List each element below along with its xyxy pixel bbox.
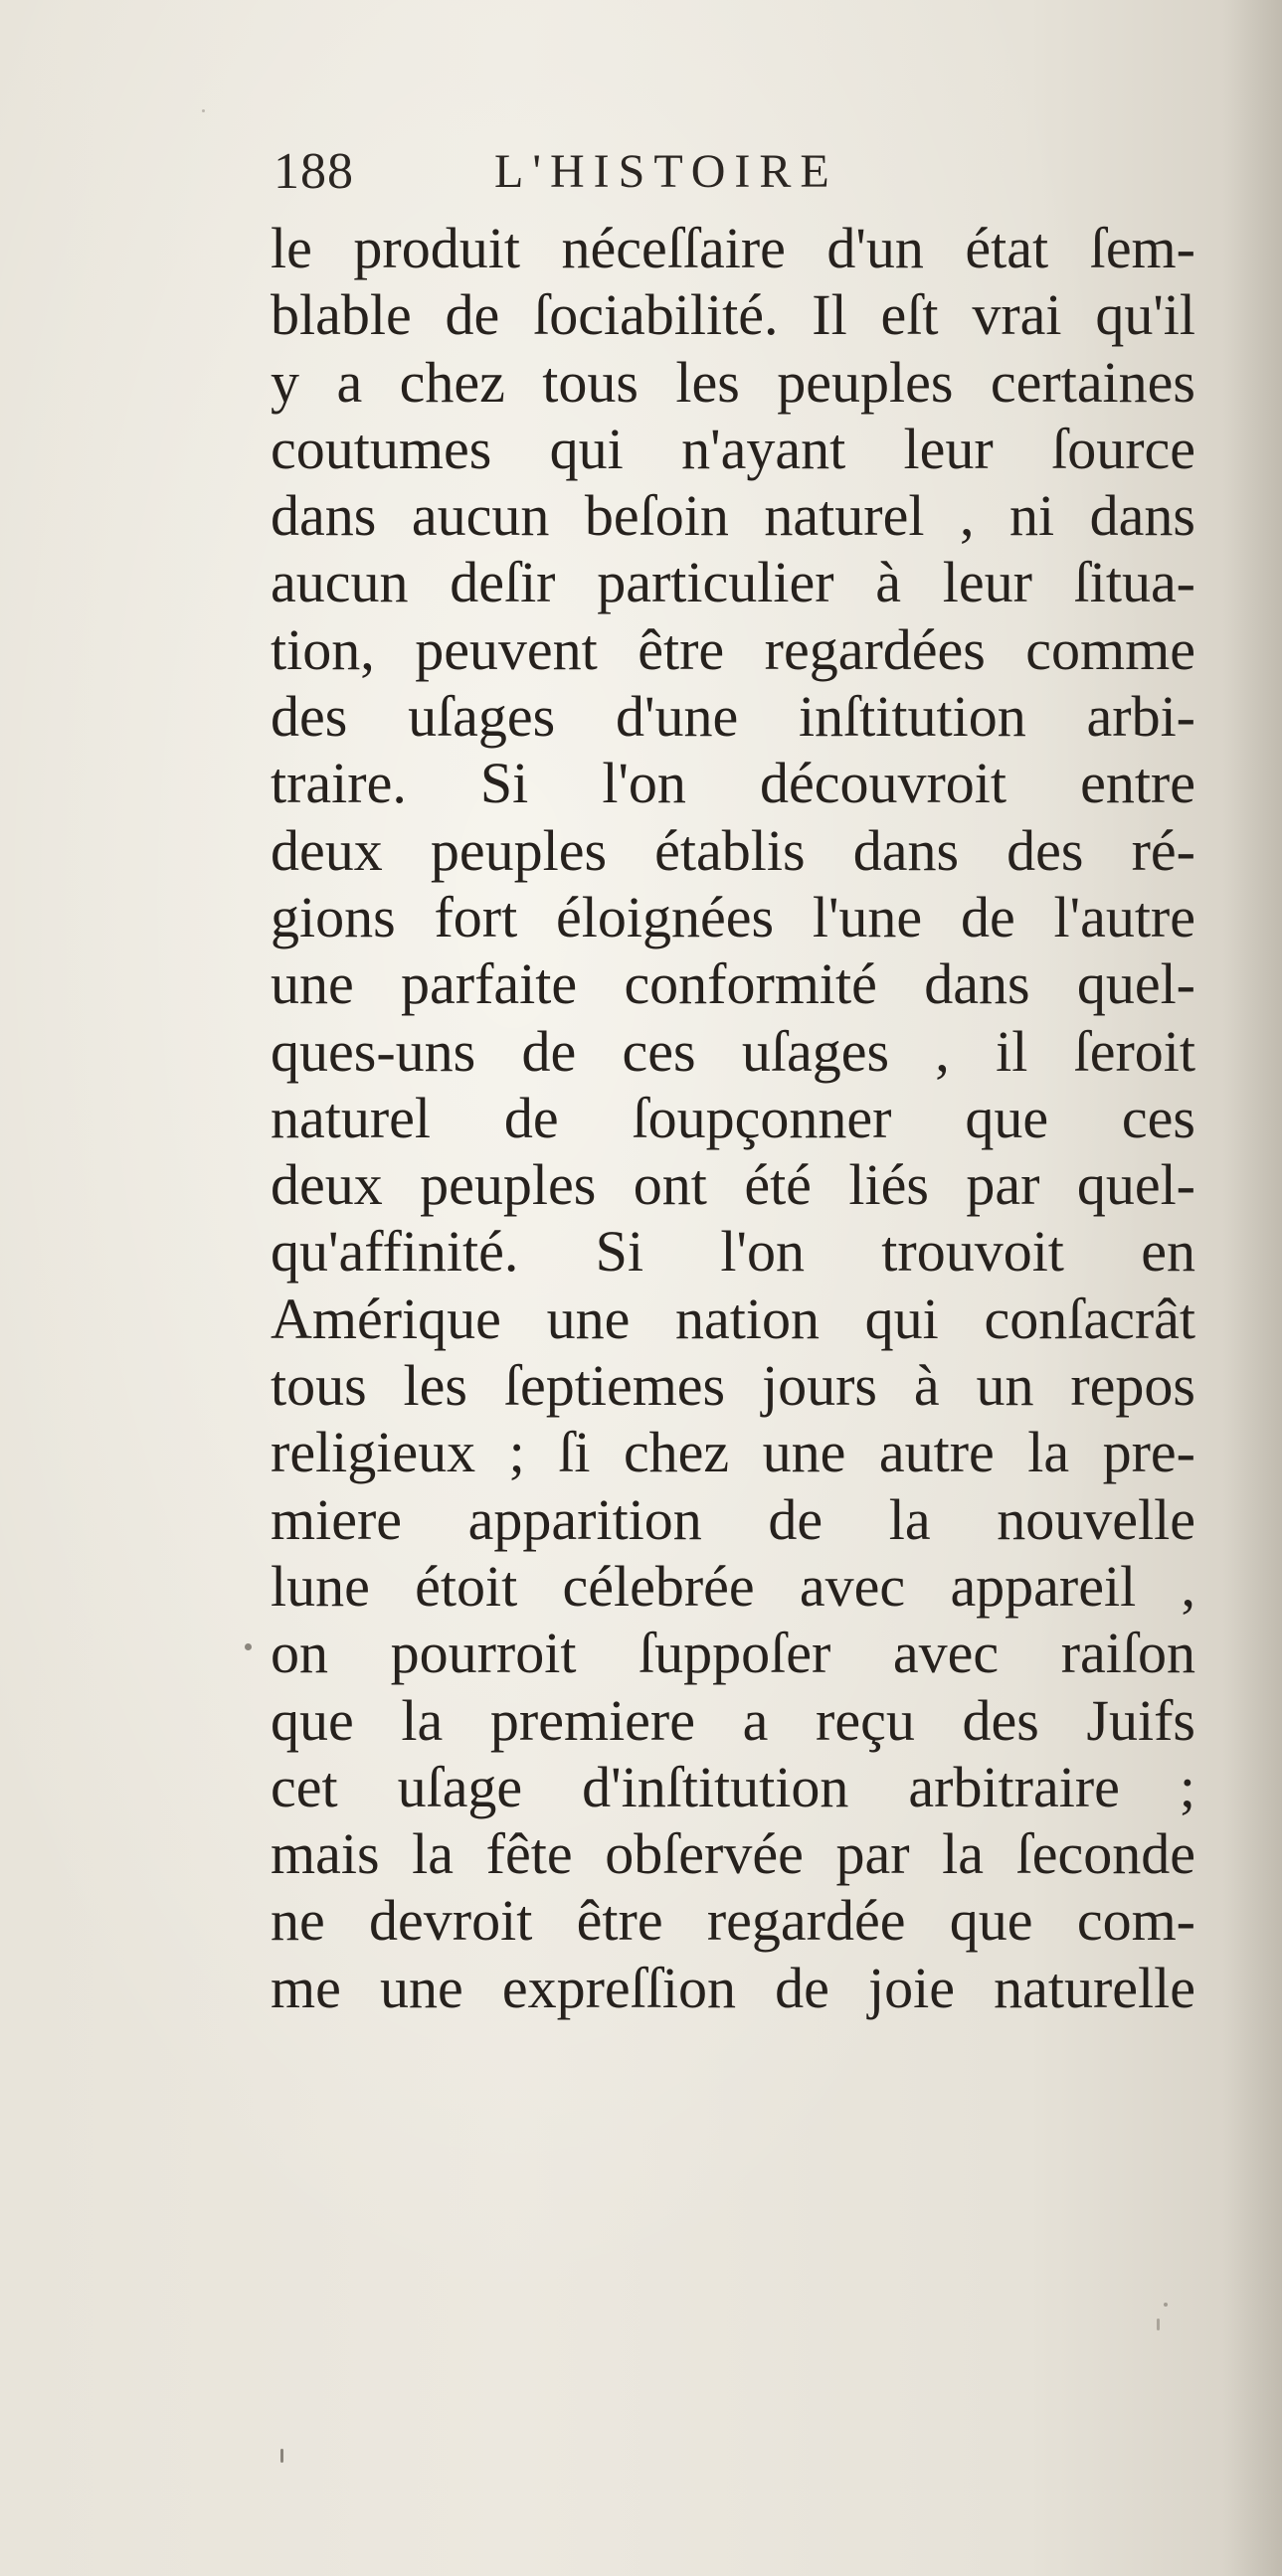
text-line: me une expreſſion de joie naturelle — [271, 1955, 1195, 2020]
text-line: religieux ; ſi chez une autre la pre- — [271, 1420, 1195, 1485]
text-line: des uſages d'une inſtitution arbi- — [271, 684, 1195, 750]
text-line: on pourroit ſuppoſer avec raiſon — [271, 1621, 1195, 1686]
text-line: une parfaite conformité dans quel- — [271, 951, 1195, 1017]
text-line: aucun deſir particulier à leur ſitua- — [271, 550, 1195, 615]
text-line: qu'affinité. Si l'on trouvoit en — [271, 1219, 1195, 1285]
running-title: L'HISTOIRE — [494, 145, 838, 198]
text-line: naturel de ſoupçonner que ces — [271, 1085, 1195, 1150]
page-header — [274, 137, 1198, 207]
page-gutter-shadow — [1222, 0, 1282, 2576]
text-line: tous les ſeptiemes jours à un repos — [271, 1353, 1195, 1419]
page-number: 188 — [274, 143, 354, 200]
body-text — [271, 215, 1195, 2021]
text-line: coutumes qui n'ayant leur ſource — [271, 416, 1195, 481]
text-line: deux peuples ont été liés par quel- — [271, 1152, 1195, 1218]
text-line: lune étoit célebrée avec appareil , — [271, 1553, 1195, 1619]
text-line: blable de ſociabilité. Il eſt vrai qu'il — [271, 282, 1195, 348]
text-line: mais la fête obſervée par la ſeconde — [271, 1821, 1195, 1887]
text-line: gions fort éloignées l'une de l'autre — [271, 884, 1195, 949]
text-line: dans aucun beſoin naturel , ni dans — [271, 483, 1195, 549]
paper-speck — [202, 109, 205, 112]
text-line: Amérique une nation qui conſacrât — [271, 1286, 1195, 1351]
text-line: tion, peuvent être regardées comme — [271, 616, 1195, 682]
text-line: que la premiere a reçu des Juifs — [271, 1687, 1195, 1753]
text-line: cet uſage d'inſtitution arbitraire ; — [271, 1754, 1195, 1819]
text-line: y a chez tous les peuples certaines — [271, 349, 1195, 415]
text-line: traire. Si l'on découvroit entre — [271, 751, 1195, 816]
paper-speck — [245, 1643, 252, 1650]
paper-speck — [1157, 2318, 1160, 2330]
text-line: ne devroit être regardée que com- — [271, 1888, 1195, 1954]
paper-speck — [280, 2449, 283, 2463]
paper-speck — [1164, 2303, 1168, 2307]
text-line: le produit néceſſaire d'un état ſem- — [271, 216, 1195, 280]
text-line: ques-uns de ces uſages , il ſeroit — [271, 1018, 1195, 1084]
text-line: miere apparition de la nouvelle — [271, 1486, 1195, 1552]
text-line: deux peuples établis dans des ré- — [271, 817, 1195, 883]
